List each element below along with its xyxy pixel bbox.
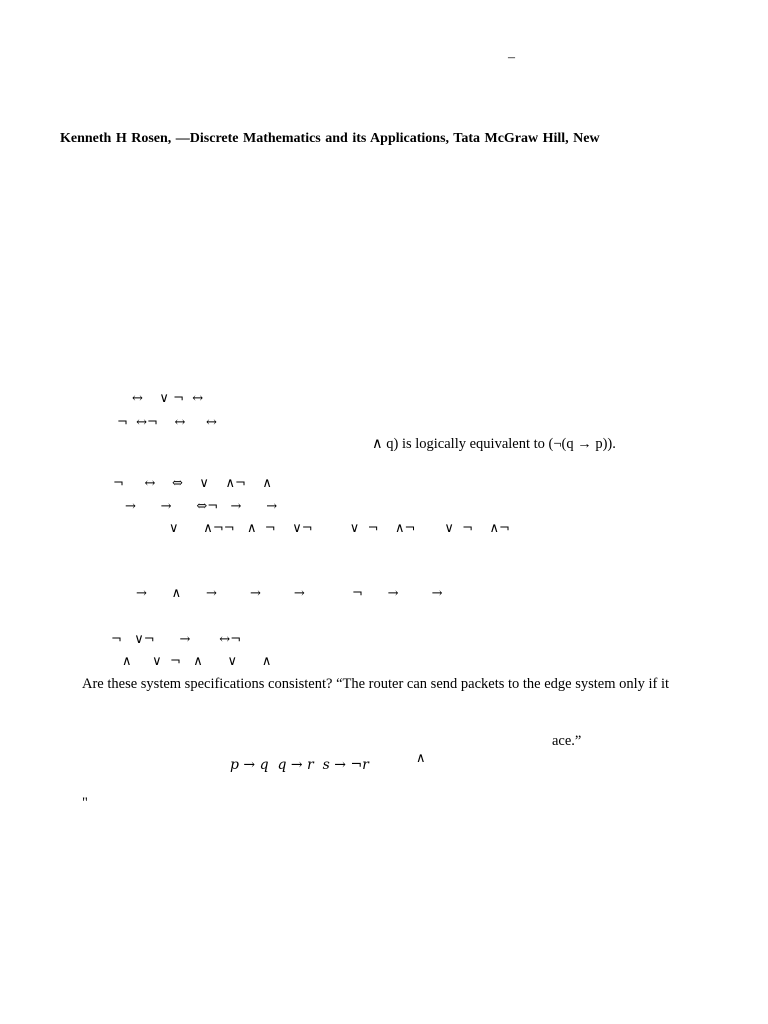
dash-mark: – — [508, 50, 515, 65]
symbol-line-2: ¬ ↔¬ ↔ ↔ — [117, 415, 217, 430]
symbol-line-8: ¬ ∨¬ → ↔¬ — [111, 632, 242, 647]
formula-line: p → q q → r s → ¬r — [230, 757, 369, 773]
reference-citation: Kenneth H Rosen, —Discrete Mathematics and its Applications, Tata McGraw Hill, New — [60, 131, 600, 146]
quote-mark: " — [82, 795, 88, 811]
symbol-line-7a: → ∧ → → → — [136, 586, 305, 601]
consistency-question: Are these system specifications consistent? “The router can send packets to the edge system only if it — [82, 676, 670, 692]
symbol-line-1: ↔ ∨ ¬ ↔ — [132, 391, 204, 406]
symbol-line-6: ∨ ∧¬¬ ∧ ¬ ∨¬ ∨ ¬ ∧¬ ∨ ¬ ∧¬ — [169, 521, 510, 536]
wedge-symbol: ∧ — [416, 751, 426, 766]
symbol-line-4: ¬ ↔ ⇔ ∨ ∧¬ ∧ — [113, 476, 272, 491]
question-closing: ace.” — [552, 733, 582, 749]
symbol-line-5: → → ⇔¬ → → — [125, 499, 278, 514]
symbol-line-9: ∧ ∨ ¬ ∧ ∨ ∧ — [122, 654, 272, 669]
equivalence-statement: ∧ q) is logically equivalent to (¬(q → p)). — [372, 436, 616, 452]
symbol-line-7b: ¬ → → — [352, 586, 443, 601]
